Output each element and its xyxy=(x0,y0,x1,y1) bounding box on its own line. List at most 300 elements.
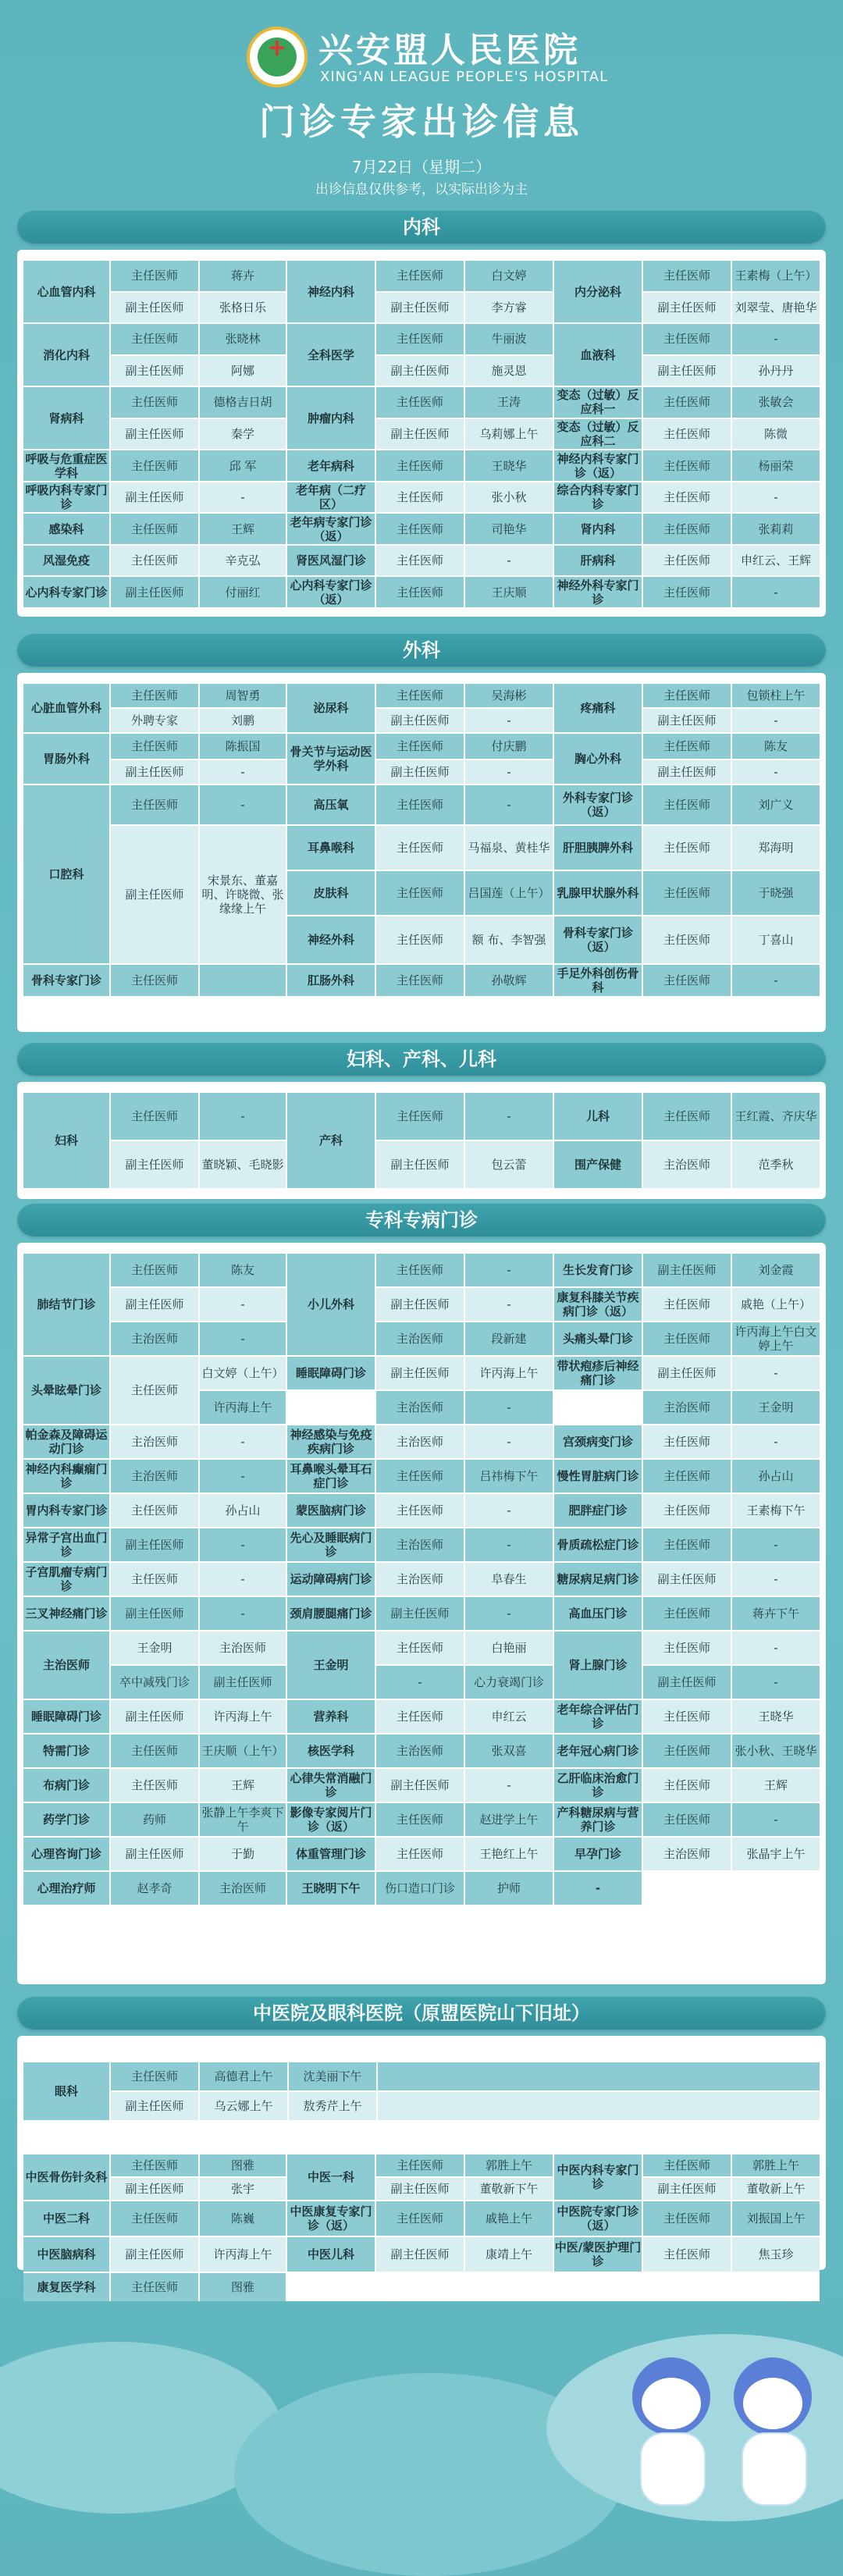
header xyxy=(0,0,843,211)
schedule-cell: 王辉 xyxy=(200,1769,286,1802)
schedule-cell: - xyxy=(465,1597,553,1630)
schedule-cell: 主任医师 xyxy=(376,2154,464,2176)
schedule-cell: - xyxy=(732,1803,820,1836)
schedule-cell: 主任医师 xyxy=(111,1735,198,1767)
schedule-cell: 张双喜 xyxy=(465,1735,553,1767)
schedule-cell: 赵进学上午 xyxy=(465,1803,553,1836)
department-cell: 康复科膝关节疾病门诊（返） xyxy=(554,1288,642,1321)
schedule-cell: 主任医师 xyxy=(376,1700,464,1733)
department-cell: 王金明 xyxy=(287,1631,375,1699)
department-cell: 糖尿病足病门诊 xyxy=(554,1563,642,1596)
schedule-cell: 主任医师 xyxy=(643,965,731,996)
department-cell: 肾医风湿门诊 xyxy=(287,546,375,576)
schedule-cell: 刘广义 xyxy=(732,785,820,824)
schedule-cell: 主任医师 xyxy=(376,1631,464,1664)
department-cell: 慢性胃脏病门诊 xyxy=(554,1460,642,1493)
department-cell: 中医儿科 xyxy=(287,2237,375,2272)
schedule-cell: 主任医师 xyxy=(643,684,731,707)
schedule-cell: 乌云娜上午 xyxy=(200,2092,287,2120)
department-cell: 乳腺甲状腺外科 xyxy=(554,871,642,915)
schedule-cell: 秦学 xyxy=(200,419,286,450)
schedule-cell: 敖秀芹上午 xyxy=(289,2092,376,2120)
schedule-cell: 副主任医师 xyxy=(376,2237,464,2272)
schedule-cell: 主治医师 xyxy=(111,1460,198,1493)
department-cell: 头痛头晕门诊 xyxy=(554,1322,642,1355)
schedule-cell: 主任医师 xyxy=(643,1460,731,1493)
schedule-cell: 主任医师 xyxy=(376,387,464,418)
schedule-cell: 吴海彬 xyxy=(465,684,553,707)
schedule-cell: 主任医师 xyxy=(643,324,731,354)
hospital-name-cn: 兴安盟人民医院 xyxy=(318,30,581,70)
schedule-cell: 主任医师 xyxy=(376,261,464,291)
schedule-cell: 主任医师 xyxy=(643,2237,731,2272)
department-cell: 宫颈病变门诊 xyxy=(554,1425,642,1458)
mascot-doctor-right xyxy=(726,2357,820,2514)
schedule-cell: - xyxy=(200,1288,286,1321)
schedule-cell: 王涛 xyxy=(465,387,553,418)
schedule-cell: 主任医师 xyxy=(643,734,731,759)
schedule-cell: - xyxy=(732,1425,820,1458)
schedule-cell: 主任医师 xyxy=(111,965,198,996)
schedule-cell: 副主任医师 xyxy=(376,419,464,450)
schedule-cell: 副主任医师 xyxy=(376,1357,464,1389)
schedule-cell: 副主任医师 xyxy=(643,760,731,784)
schedule-cell: 主治医师 xyxy=(376,1735,464,1767)
schedule-cell: 于勤 xyxy=(200,1838,286,1870)
department-cell: 子宫肌瘤专病门诊 xyxy=(23,1563,109,1596)
schedule-cell: 白文婷 xyxy=(465,261,553,291)
department-cell: 中医内科专家门诊 xyxy=(554,2154,642,2200)
schedule-cell: 张小秋 xyxy=(465,482,553,513)
schedule-cell: 王金明 xyxy=(732,1391,820,1424)
department-cell: 运动障碍病门诊 xyxy=(287,1563,375,1596)
schedule-cell: 外聘专家 xyxy=(111,709,198,732)
schedule-cell: 主任医师 xyxy=(643,387,731,418)
internal-medicine-table xyxy=(23,261,820,607)
schedule-cell: 王晓华 xyxy=(465,450,553,481)
department-cell: 呼吸与危重症医学科 xyxy=(23,450,109,481)
schedule-cell: 副主任医师 xyxy=(376,709,464,732)
department-cell: 睡眠障碍门诊 xyxy=(23,1700,109,1733)
department-cell: 肝胆胰脾外科 xyxy=(554,826,642,870)
schedule-cell: - xyxy=(732,709,820,732)
empty-cell xyxy=(378,2092,820,2120)
department-cell: 肾病科 xyxy=(23,387,109,449)
schedule-cell: 刘振国上午 xyxy=(732,2201,820,2236)
schedule-cell: 刘金霞 xyxy=(732,1254,820,1286)
schedule-cell: - xyxy=(200,1425,286,1458)
department-cell: 影像专家阅片门诊（返） xyxy=(287,1803,375,1836)
department-cell: 呼吸内科专家门诊 xyxy=(23,482,109,513)
schedule-cell: 主治医师 xyxy=(376,1322,464,1355)
schedule-cell: 药师 xyxy=(111,1803,198,1836)
schedule-cell: 主任医师 xyxy=(111,514,198,544)
schedule-cell: - xyxy=(465,1494,553,1527)
department-cell: 三叉神经痛门诊 xyxy=(23,1597,109,1630)
schedule-cell: 主任医师 xyxy=(643,419,731,450)
schedule-cell: 宋景东、董嘉明、许晓微、张缘缘上午 xyxy=(200,826,286,963)
department-cell: 高压氧 xyxy=(287,785,375,824)
schedule-cell: 陈友 xyxy=(732,734,820,759)
department-cell: 外科专家门诊（返） xyxy=(554,785,642,824)
schedule-cell: 副主任医师 xyxy=(111,826,198,963)
schedule-cell: 主任医师 xyxy=(643,871,731,915)
department-cell: 心血管内科 xyxy=(23,261,109,322)
department-cell: 康复医学科 xyxy=(23,2273,109,2301)
schedule-cell: 副主任医师 xyxy=(111,2237,198,2272)
schedule-cell: 副主任医师 xyxy=(111,1288,198,1321)
department-cell: 肺结节门诊 xyxy=(23,1254,109,1355)
schedule-cell: 陈巍 xyxy=(200,2201,286,2236)
department-cell: 泌尿科 xyxy=(287,684,375,732)
department-cell: 老年病科 xyxy=(287,450,375,481)
schedule-cell xyxy=(200,965,286,996)
schedule-cell: 主任医师 xyxy=(111,450,198,481)
schedule-cell: 王晓华 xyxy=(732,1700,820,1733)
schedule-cell: 副主任医师 xyxy=(376,293,464,323)
schedule-cell: 副主任医师 xyxy=(111,356,198,386)
section-header-internal-medicine xyxy=(17,211,826,244)
department-cell: 消化内科 xyxy=(23,324,109,386)
tcm-table xyxy=(23,2154,820,2301)
department-cell: 药学门诊 xyxy=(23,1803,109,1836)
schedule-cell: 主任医师 xyxy=(111,2273,198,2301)
schedule-cell: - xyxy=(732,577,820,607)
schedule-cell: 范季秋 xyxy=(732,1141,820,1188)
department-cell: 肝病科 xyxy=(554,546,642,576)
schedule-cell: 主治医师 xyxy=(111,1425,198,1458)
schedule-cell: 主任医师 xyxy=(643,826,731,870)
schedule-cell: 牛丽波 xyxy=(465,324,553,354)
schedule-cell: 副主任医师 xyxy=(111,2092,198,2120)
hospital-name-en: XING'AN LEAGUE PEOPLE'S HOSPITAL xyxy=(320,69,609,85)
schedule-cell: - xyxy=(465,760,553,784)
schedule-cell: 德格吉日胡 xyxy=(200,387,286,418)
schedule-cell: 王艳红上午 xyxy=(465,1838,553,1870)
schedule-cell: 主任医师 xyxy=(643,514,731,544)
department-cell: 变态（过敏）反应科二 xyxy=(554,419,642,450)
department-cell: 肥胖症门诊 xyxy=(554,1494,642,1527)
department-cell: 心内科专家门诊 xyxy=(23,577,109,607)
schedule-cell: 许丙海上午白文婷上午 xyxy=(732,1322,820,1355)
schedule-cell: - xyxy=(465,1093,553,1140)
schedule-cell: 副主任医师 xyxy=(111,2178,198,2200)
department-cell: 颈肩腰腿痛门诊 xyxy=(287,1597,375,1630)
schedule-cell: 主任医师 xyxy=(643,577,731,607)
obgyn-table xyxy=(23,1093,820,1188)
department-cell: 中医康复专家门诊（返） xyxy=(287,2201,375,2236)
schedule-cell: 副主任医师 xyxy=(643,709,731,732)
department-cell: 体重管理门诊 xyxy=(287,1838,375,1870)
department-cell: 儿科 xyxy=(554,1093,642,1140)
schedule-cell: 副主任医师 xyxy=(643,1563,731,1596)
section-header-specialty-clinics xyxy=(17,1204,826,1236)
schedule-cell: - xyxy=(200,482,286,513)
schedule-cell: 王素梅下午 xyxy=(732,1494,820,1527)
schedule-cell: 主任医师 xyxy=(376,871,464,915)
schedule-cell: 主任医师 xyxy=(376,734,464,759)
schedule-cell: 主任医师 xyxy=(111,261,198,291)
schedule-cell: 主任医师 xyxy=(643,1597,731,1630)
department-cell: 心内科专家门诊（返） xyxy=(287,577,375,607)
schedule-cell: 郭胜上午 xyxy=(732,2154,820,2176)
department-cell: 口腔科 xyxy=(23,785,109,963)
schedule-cell: 额 布、李智强 xyxy=(465,916,553,963)
schedule-cell: 主任医师 xyxy=(111,1357,198,1424)
schedule-cell: 张晶宇上午 xyxy=(732,1838,820,1870)
schedule-cell: 副主任医师 xyxy=(376,1141,464,1188)
department-cell: 中医骨伤针灸科 xyxy=(23,2154,109,2200)
schedule-cell: 许丙海上午 xyxy=(200,2237,286,2272)
schedule-cell: 付庆鹏 xyxy=(465,734,553,759)
schedule-cell: - xyxy=(732,1666,820,1699)
schedule-cell: 王金明 xyxy=(111,1631,198,1664)
schedule-cell: 副主任医师 xyxy=(643,1254,731,1286)
schedule-cell: 主任医师 xyxy=(376,916,464,963)
schedule-cell: 主任医师 xyxy=(376,1254,464,1286)
schedule-cell: - xyxy=(732,760,820,784)
schedule-cell: 主任医师 xyxy=(376,1460,464,1493)
schedule-cell: 副主任医师 xyxy=(376,1597,464,1630)
schedule-cell: 副主任医师 xyxy=(111,1528,198,1561)
schedule-cell: 赵孝奇 xyxy=(111,1872,198,1905)
schedule-cell: 陈友 xyxy=(200,1254,286,1286)
hospital-logo xyxy=(247,27,308,87)
schedule-cell: 邱 军 xyxy=(200,450,286,481)
schedule-cell: 主任医师 xyxy=(111,1494,198,1527)
department-cell: 老年病（二疗区） xyxy=(287,482,375,513)
schedule-cell: 副主任医师 xyxy=(376,760,464,784)
department-cell: 产科 xyxy=(287,1093,375,1188)
department-cell: 高血压门诊 xyxy=(554,1597,642,1630)
department-cell: 产科糖尿病与营养门诊 xyxy=(554,1803,642,1836)
schedule-cell: 主任医师 xyxy=(643,1700,731,1733)
schedule-cell: 心力衰竭门诊 xyxy=(465,1666,553,1699)
department-cell: 核医学科 xyxy=(287,1735,375,1767)
section-title: 内科 xyxy=(17,211,826,244)
schedule-cell: 高德君上午 xyxy=(200,2062,287,2090)
schedule-cell: 主任医师 xyxy=(376,546,464,576)
empty-cell xyxy=(378,2062,820,2090)
department-cell: 中医脑病科 xyxy=(23,2237,109,2272)
schedule-cell: 主治医师 xyxy=(643,1391,731,1424)
department-cell: 带状疱疹后神经痛门诊 xyxy=(554,1357,642,1389)
department-cell: 心理咨询门诊 xyxy=(23,1838,109,1870)
schedule-cell: 主治医师 xyxy=(376,1391,464,1424)
specialty-table xyxy=(23,1254,820,1973)
schedule-cell: 主任医师 xyxy=(643,1528,731,1561)
schedule-cell: 刘鹏 xyxy=(200,709,286,732)
schedule-cell: 蒋卉下午 xyxy=(732,1597,820,1630)
schedule-cell: 包锁柱上午 xyxy=(732,684,820,707)
schedule-cell: 图雅 xyxy=(200,2154,286,2176)
schedule-cell: 董晓颖、毛晓影 xyxy=(200,1141,286,1188)
department-cell: 老年病专家门诊（返） xyxy=(287,514,375,544)
schedule-cell: 戚艳上午 xyxy=(465,2201,553,2236)
department-cell: 骨关节与运动医学外科 xyxy=(287,734,375,784)
schedule-cell: - xyxy=(200,1597,286,1630)
schedule-cell: 主治医师 xyxy=(643,1141,731,1188)
department-cell: 中医一科 xyxy=(287,2154,375,2200)
schedule-cell: 张宇 xyxy=(200,2178,286,2200)
schedule-cell: 主任医师 xyxy=(643,1494,731,1527)
schedule-cell: 主任医师 xyxy=(643,1769,731,1802)
schedule-cell: 张敏会 xyxy=(732,387,820,418)
schedule-cell: 于晓强 xyxy=(732,871,820,915)
schedule-cell: 主治医师 xyxy=(376,1528,464,1561)
schedule-cell: 陈振国 xyxy=(200,734,286,759)
schedule-cell: 焦玉珍 xyxy=(732,2237,820,2272)
schedule-cell: 主任医师 xyxy=(111,546,198,576)
schedule-cell: 申红云 xyxy=(465,1700,553,1733)
department-cell: 小儿外科 xyxy=(287,1254,375,1355)
schedule-cell: - xyxy=(200,1093,286,1140)
schedule-cell: 董敬新下午 xyxy=(465,2178,553,2200)
schedule-cell: 李方睿 xyxy=(465,293,553,323)
schedule-cell: - xyxy=(465,785,553,824)
schedule-cell: 孙占山 xyxy=(200,1494,286,1527)
schedule-cell: - xyxy=(465,1425,553,1458)
schedule-cell: 白文婷（上午） xyxy=(200,1357,286,1389)
department-cell: 风湿免疫 xyxy=(23,546,109,576)
schedule-cell: - xyxy=(200,1563,286,1596)
schedule-cell: 主治医师 xyxy=(643,1838,731,1870)
schedule-cell: 主任医师 xyxy=(643,546,731,576)
department-cell: 生长发育门诊 xyxy=(554,1254,642,1286)
department-cell: 神经外科专家门诊 xyxy=(554,577,642,607)
schedule-cell: 副主任医师 xyxy=(643,1666,731,1699)
schedule-cell: 施灵恩 xyxy=(465,356,553,386)
schedule-cell: 孙敬辉 xyxy=(465,965,553,996)
department-cell: 神经内科专家门诊（返） xyxy=(554,450,642,481)
schedule-cell: - xyxy=(465,1391,553,1424)
schedule-cell: 许丙海上午 xyxy=(465,1357,553,1389)
schedule-cell: 张小秋、王晓华 xyxy=(732,1735,820,1767)
schedule-cell: 主任医师 xyxy=(643,1803,731,1836)
schedule-cell: 主任医师 xyxy=(376,684,464,707)
schedule-cell: 主任医师 xyxy=(376,482,464,513)
mascot-doctor-left xyxy=(624,2357,718,2514)
schedule-cell: - xyxy=(465,1254,553,1286)
department-cell: 异常子宫出血门诊 xyxy=(23,1528,109,1561)
department-cell: 神经内科 xyxy=(287,261,375,322)
decorative-footer xyxy=(0,2311,843,2541)
schedule-cell: 主任医师 xyxy=(643,785,731,824)
schedule-cell: 伤口造口门诊 xyxy=(376,1872,464,1905)
schedule-cell: 张莉莉 xyxy=(732,514,820,544)
schedule-cell: 主任医师 xyxy=(643,1425,731,1458)
section-header-obgyn-pediatrics xyxy=(17,1043,826,1076)
schedule-cell: 副主任医师 xyxy=(111,293,198,323)
schedule-cell: 主任医师 xyxy=(376,785,464,824)
schedule-cell: 主任医师 xyxy=(643,1631,731,1664)
department-cell: 特需门诊 xyxy=(23,1735,109,1767)
department-cell: 心理治疗师 xyxy=(23,1872,109,1905)
schedule-cell: 图雅 xyxy=(200,2273,286,2301)
schedule-cell: 杨丽荣 xyxy=(732,450,820,481)
section-title: 外科 xyxy=(17,634,826,667)
department-cell: 骨科专家门诊 xyxy=(23,965,109,996)
schedule-cell: - xyxy=(732,1357,820,1389)
schedule-cell: 主任医师 xyxy=(376,1093,464,1140)
schedule-cell: 副主任医师 xyxy=(111,760,198,784)
date-label: 7月22日（星期二） xyxy=(351,158,492,176)
department-cell: 肿瘤内科 xyxy=(287,387,375,449)
schedule-cell: 主任医师 xyxy=(376,2201,464,2236)
schedule-cell: 董敬新上午 xyxy=(732,2178,820,2200)
department-cell: 肛肠外科 xyxy=(287,965,375,996)
schedule-cell: 副主任医师 xyxy=(111,1838,198,1870)
schedule-cell: 主任医师 xyxy=(643,916,731,963)
schedule-cell: - xyxy=(732,1563,820,1596)
schedule-cell: 副主任医师 xyxy=(111,1700,198,1733)
section-title: 专科专病门诊 xyxy=(17,1204,826,1236)
schedule-cell: 阿娜 xyxy=(200,356,286,386)
department-cell: 乙肝临床治愈门诊 xyxy=(554,1769,642,1802)
department-cell: 帕金森及障碍运动门诊 xyxy=(23,1425,109,1458)
schedule-cell: - xyxy=(200,1322,286,1355)
schedule-cell: 主任医师 xyxy=(643,1735,731,1767)
department-cell: 眼科 xyxy=(23,2062,109,2120)
schedule-cell: 副主任医师 xyxy=(376,1288,464,1321)
schedule-cell: - xyxy=(732,1631,820,1664)
schedule-cell: 主治医师 xyxy=(111,1322,198,1355)
schedule-cell: 主任医师 xyxy=(376,1803,464,1836)
department-cell: 中医二科 xyxy=(23,2201,109,2236)
schedule-cell: - xyxy=(200,760,286,784)
schedule-cell: 主任医师 xyxy=(643,1093,731,1140)
schedule-cell: 主任医师 xyxy=(643,261,731,291)
schedule-cell: - xyxy=(465,1769,553,1802)
department-cell: 中医/蒙医护理门诊 xyxy=(554,2237,642,2272)
department-cell: - xyxy=(554,1872,642,1905)
schedule-cell: 主任医师 xyxy=(376,324,464,354)
page-title: 门诊专家出诊信息 xyxy=(259,101,584,143)
schedule-cell: 副主任医师 xyxy=(111,1597,198,1630)
schedule-cell: 主治医师 xyxy=(200,1872,286,1905)
schedule-cell: 辛克弘 xyxy=(200,546,286,576)
schedule-cell: - xyxy=(465,1288,553,1321)
schedule-cell: 主任医师 xyxy=(643,482,731,513)
section-title: 中医院及眼科医院（原盟医院山下旧址） xyxy=(17,1997,826,2030)
schedule-cell: 康靖上午 xyxy=(465,2237,553,2272)
section-header-tcm-ophthalmology xyxy=(17,1997,826,2030)
schedule-cell: 王辉 xyxy=(200,514,286,544)
schedule-cell: 主任医师 xyxy=(111,1769,198,1802)
schedule-cell: 副主任医师 xyxy=(111,1141,198,1188)
schedule-cell: 郭胜上午 xyxy=(465,2154,553,2176)
department-cell: 耳鼻喉科 xyxy=(287,826,375,870)
schedule-cell: 副主任医师 xyxy=(111,577,198,607)
schedule-cell: 主任医师 xyxy=(111,2201,198,2236)
department-cell: 睡眠障碍门诊 xyxy=(287,1357,375,1389)
schedule-cell: 吕国莲（上午） xyxy=(465,871,553,915)
schedule-cell: 许丙海上午 xyxy=(200,1700,286,1733)
department-cell: 神经外科 xyxy=(287,916,375,963)
schedule-cell: 主任医师 xyxy=(376,965,464,996)
department-cell: 神经内科癫痫门诊 xyxy=(23,1460,109,1493)
section-header-surgery xyxy=(17,634,826,667)
schedule-cell: 吕祎梅下午 xyxy=(465,1460,553,1493)
department-cell: 胸心外科 xyxy=(554,734,642,784)
department-cell: 围产保健 xyxy=(554,1141,642,1188)
schedule-cell: 主治医师 xyxy=(376,1425,464,1458)
schedule-cell: 申红云、王辉 xyxy=(732,546,820,576)
schedule-cell: 沈美丽下午 xyxy=(289,2062,376,2090)
schedule-cell: - xyxy=(465,1528,553,1561)
schedule-cell: 丁喜山 xyxy=(732,916,820,963)
schedule-cell: 主任医师 xyxy=(111,2062,198,2090)
